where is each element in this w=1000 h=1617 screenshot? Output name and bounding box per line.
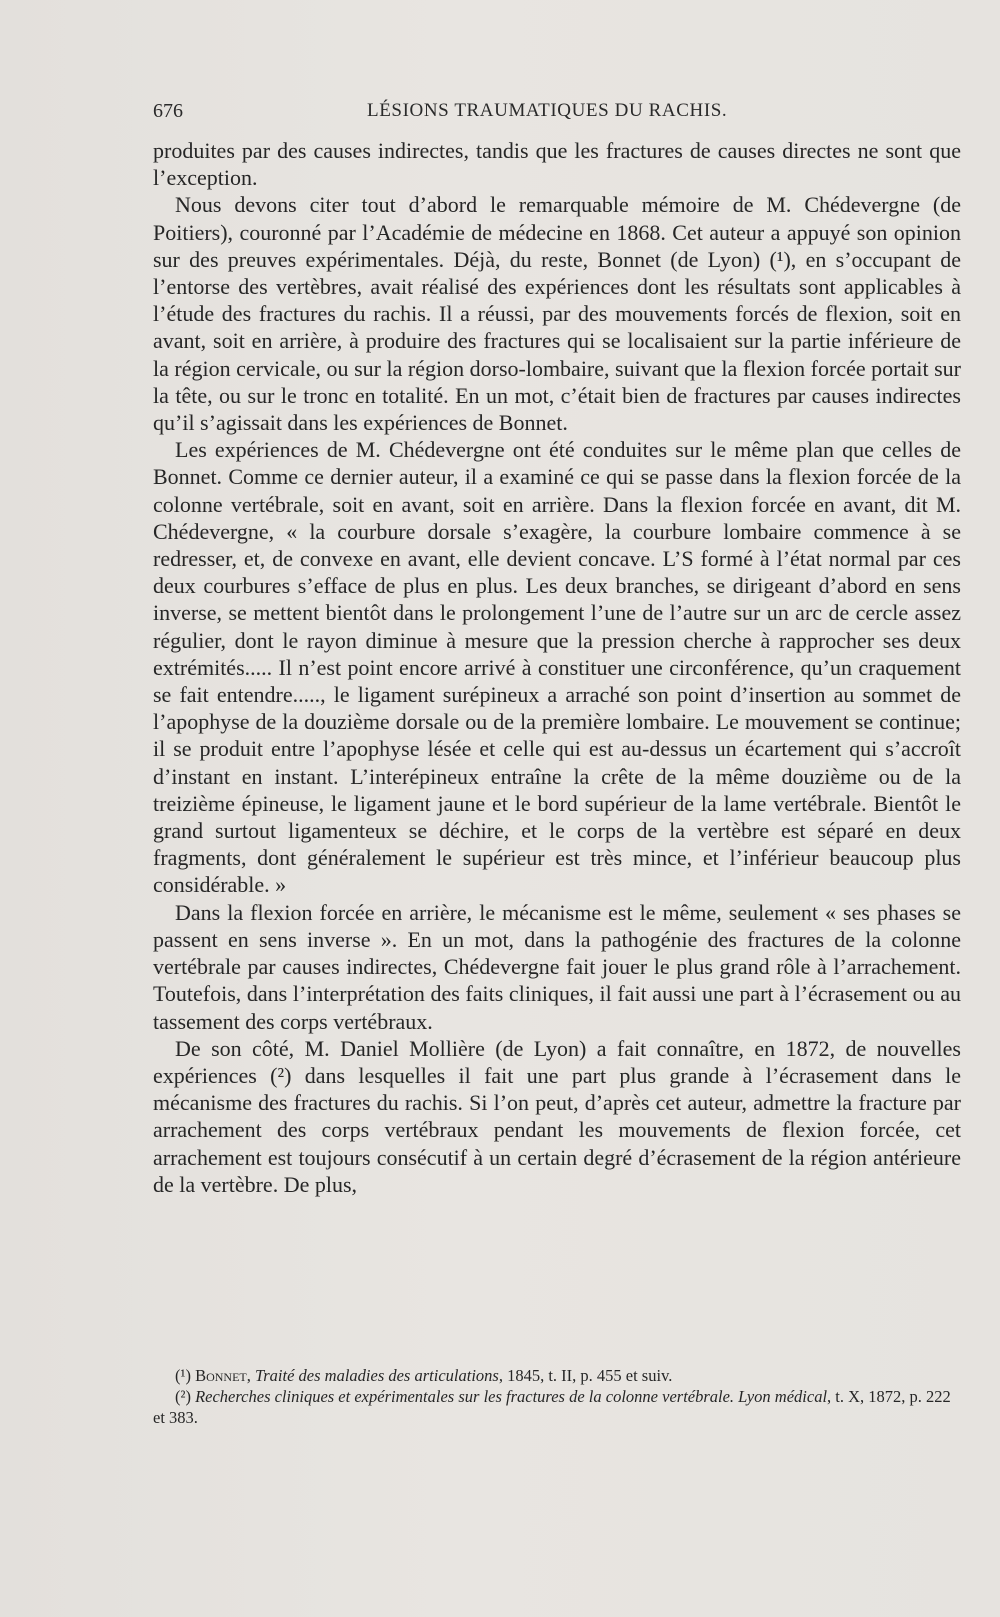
paragraph: Dans la flexion forcée en arrière, le mécanisme est le même, seulement « ses phases se passent en sens inverse ». En un mot, dans la pathogénie des fractures de la colonne vertébrale par causes indirectes, Chédevergne fait jouer le plus grand rôle à l’arrachement. Toutefois, dans l’interprétation des faits cliniques, il fait aussi une part à l’écrasement ou au tassement des corps vertébraux. [153, 899, 961, 1034]
footnote-title: Traité des maladies des articulations [254, 1366, 499, 1385]
footnote: (¹) Bonnet, Traité des maladies des articulations, 1845, t. II, p. 455 et suiv. [175, 1366, 673, 1385]
footnote-title: Recherches cliniques et expérimentales sur les fractures de la colonne vertébrale. Lyon médical [195, 1387, 828, 1406]
footnotes [153, 1365, 961, 1428]
paragraph: Les expériences de M. Chédevergne ont été conduites sur le même plan que celles de Bonnet. Comme ce dernier auteur, il a examiné ce qui se passe dans la flexion forcée de la colonne vertébrale, soit en avant, soit en arrière. Dans la flexion forcée en avant, dit M. Chédevergne, « la courbure dorsale s’exagère, la courbure lombaire commence à se redresser, et, de convexe en avant, elle devient concave. L’S formé à l’état normal par ces deux courbures s’efface de plus en plus. Les deux branches, se dirigeant d’abord en sens inverse, se mettent bientôt dans le prolongement l’une de l’autre sur un arc de cercle assez régulier, dont le rayon diminue à mesure que la pression cherche à rapprocher ses deux extrémités..... Il n’est point encore arrivé à constituer une circonférence, qu’un craquement se fait entendre....., le ligament surépineux a arraché son point d’insertion au sommet de l’apophyse de la douzième dorsale ou de la première lombaire. Le mouvement se continue; il se produit entre l’apophyse lésée et celle qui est au-dessus un écartement qui s’accroît d’instant en instant. L’interépineux entraîne la crête de la même douzième ou de la treizième épineuse, le ligament jaune et le bord supérieur de la lame vertébrale. Bientôt le grand surtout ligamenteux se déchire, et le corps de la vertèbre est séparé en deux fragments, dont généralement le supérieur est très mince, et l’inférieur beaucoup plus considérable. » [153, 437, 961, 898]
footnote-mark: (²) [175, 1387, 191, 1406]
paragraph: De son côté, M. Daniel Mollière (de Lyon) a fait connaître, en 1872, de nouvelles expériences (²) dans lesquelles il fait une part plus grande à l’écrasement dans le mécanisme des fractures du rachis. Si l’on peut, d’après cet auteur, admettre la fracture par arrachement des corps vertébraux pendant les mouvements de flexion forcée, cet arrachement est toujours consécutif à un certain degré d’écrasement de la région antérieure de la vertèbre. De plus, [153, 1035, 961, 1197]
paragraph: Nous devons citer tout d’abord le remarquable mémoire de M. Chédevergne (de Poitiers), couronné par l’Académie de médecine en 1868. Cet auteur a appuyé son opinion sur des preuves expérimentales. Déjà, du reste, Bonnet (de Lyon) (¹), en s’occupant de l’entorse des vertèbres, avait réalisé des expériences dont les résultats sont applicables à l’étude des fractures du rachis. Il a réussi, par des mouvements forcés de flexion, soit en avant, soit en arrière, à produire des fractures qui se localisaient sur la partie inférieure de la région cervicale, ou sur la région dorso-lombaire, suivant que la flexion forcée portait sur la tête, ou sur le tronc en totalité. En un mot, c’était bien de fractures par causes indirectes qu’il s’agissait dans les expériences de Bonnet. [153, 192, 961, 436]
footnote-author: Bonnet [195, 1366, 247, 1385]
footnote [153, 1386, 961, 1428]
page-number: 676 [153, 100, 183, 122]
page-header [153, 100, 943, 128]
footnote-rest: , t. X, 1872, p. 222 et 383. [153, 1387, 951, 1427]
body-text [153, 137, 961, 1198]
footnote-rest: , 1845, t. II, p. 455 et suiv. [498, 1366, 673, 1385]
footnote-mark: (¹) [175, 1366, 191, 1385]
paragraph: produites par des causes indirectes, tandis que les fractures de causes directes ne sont que l’exception. [153, 138, 961, 191]
running-title: LÉSIONS TRAUMATIQUES DU RACHIS. [367, 100, 728, 121]
